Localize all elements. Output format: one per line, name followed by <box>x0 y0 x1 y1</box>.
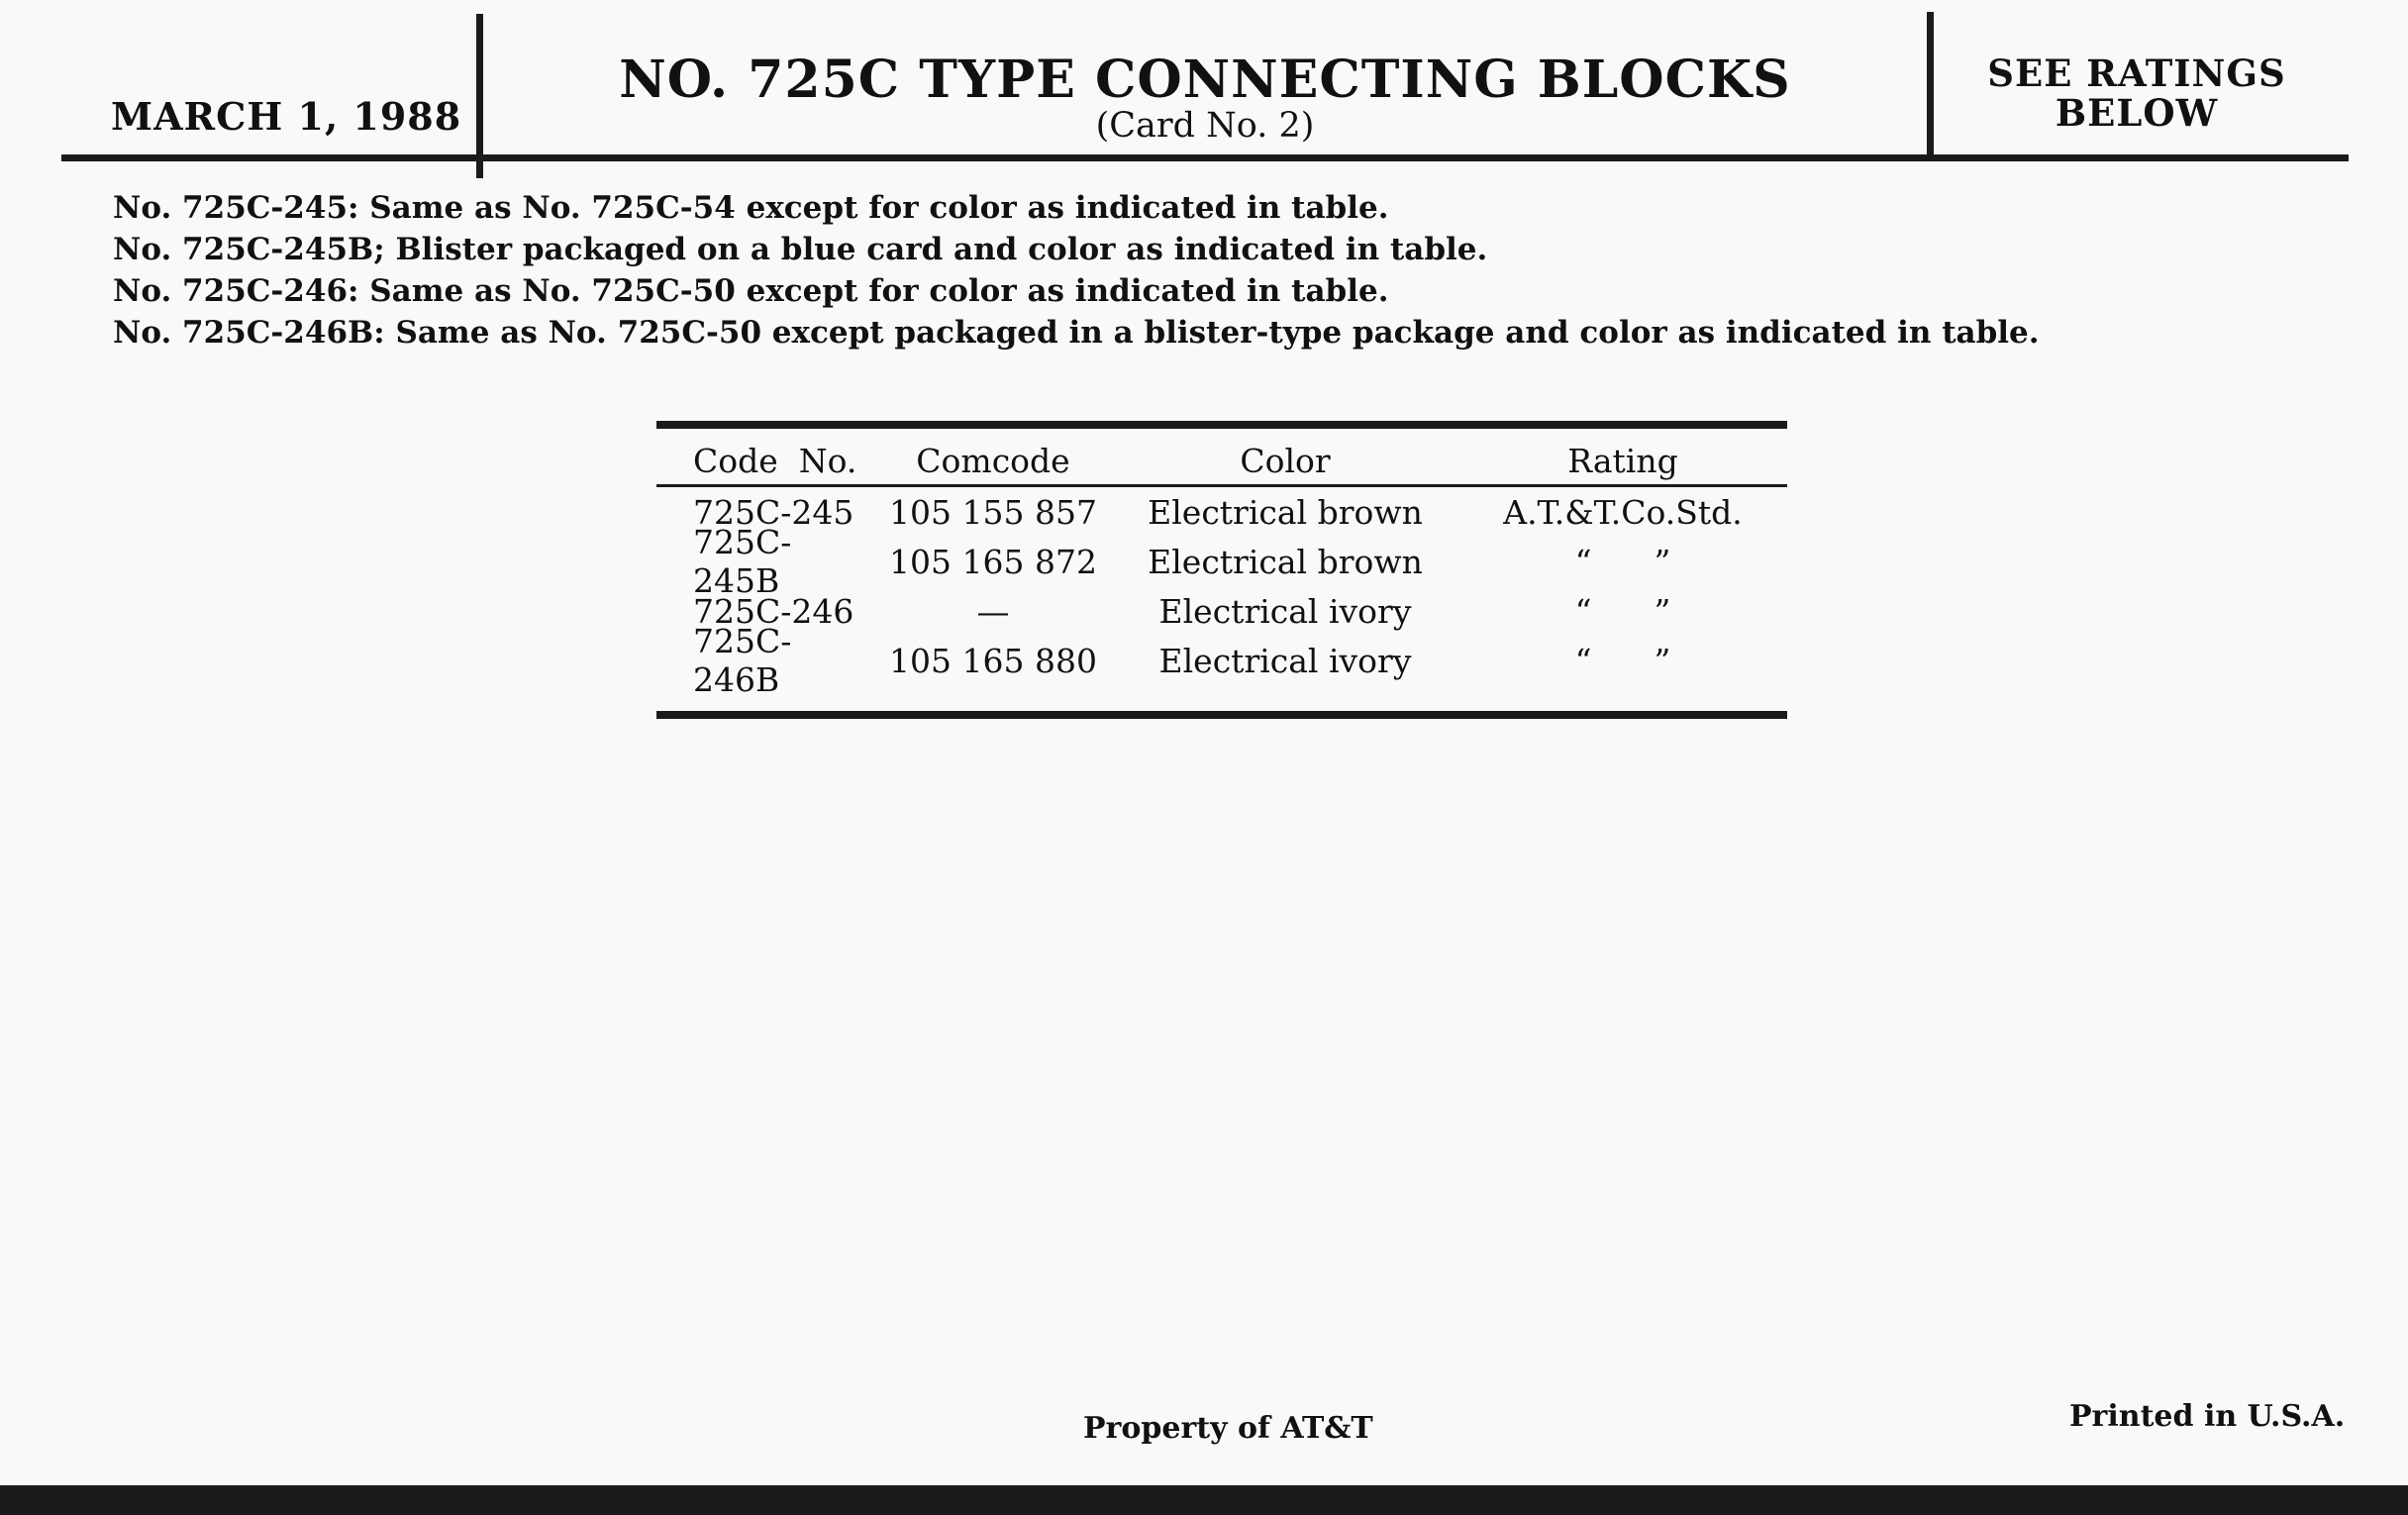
issue-date: MARCH 1, 1988 <box>111 94 462 139</box>
cell-color: Electrical brown <box>1148 542 1423 581</box>
column-header-rating: Rating <box>1567 442 1678 480</box>
note-line: No. 725C-246B: Same as No. 725C-50 except packaged in a blister-type package and color as indicated in table. <box>113 315 2040 351</box>
table-rule-bottom <box>656 711 1787 719</box>
table-row <box>656 523 1787 600</box>
ratings-table <box>656 421 1787 719</box>
cell-rating: “ ” <box>1574 591 1671 631</box>
ratings-note-line-1: SEE RATINGS <box>1987 51 2286 95</box>
cell-comcode: 105 165 872 <box>889 542 1097 581</box>
card-title: NO. 725C TYPE CONNECTING BLOCKS <box>619 50 1791 110</box>
cell-code: 725C-246 <box>693 591 854 631</box>
note-line: No. 725C-245B; Blister packaged on a blue card and color as indicated in table. <box>113 232 1488 267</box>
table-row <box>656 622 1787 699</box>
cell-comcode: — <box>976 591 1010 631</box>
cell-comcode: 105 165 880 <box>889 641 1097 680</box>
table-body <box>656 487 1787 699</box>
cell-code: 725C-246B <box>693 622 792 699</box>
printed-notice: Printed in U.S.A. <box>2069 1399 2346 1434</box>
ratings-note <box>1934 53 2340 133</box>
property-notice: Property of AT&T <box>1083 1411 1373 1446</box>
table-rule-top <box>656 421 1787 429</box>
column-header-color: Color <box>1240 442 1331 480</box>
table-header-row <box>656 429 1787 484</box>
header-rule <box>61 154 2349 161</box>
cell-code: 725C-245 <box>693 492 854 532</box>
cell-comcode: 105 155 857 <box>889 492 1097 532</box>
note-line: No. 725C-246: Same as No. 725C-50 except for color as indicated in table. <box>113 273 1389 309</box>
cell-rating: “ ” <box>1574 542 1671 581</box>
cell-rating: “ ” <box>1574 641 1671 680</box>
card-subtitle: (Card No. 2) <box>1095 106 1315 146</box>
ratings-note-line-2: BELOW <box>2055 91 2219 135</box>
cell-code: 725C-245B <box>693 523 792 600</box>
column-header-code: Code No. <box>693 442 857 480</box>
cell-color: Electrical ivory <box>1158 591 1412 631</box>
header-divider-right <box>1927 12 1934 160</box>
column-header-comcode: Comcode <box>916 442 1070 480</box>
note-line: No. 725C-245: Same as No. 725C-54 except for color as indicated in table. <box>113 190 1389 226</box>
cell-color: Electrical brown <box>1148 492 1423 532</box>
cell-color: Electrical ivory <box>1158 641 1412 680</box>
description-notes <box>113 187 2040 354</box>
cell-rating: A.T.&T.Co.Std. <box>1503 492 1743 532</box>
